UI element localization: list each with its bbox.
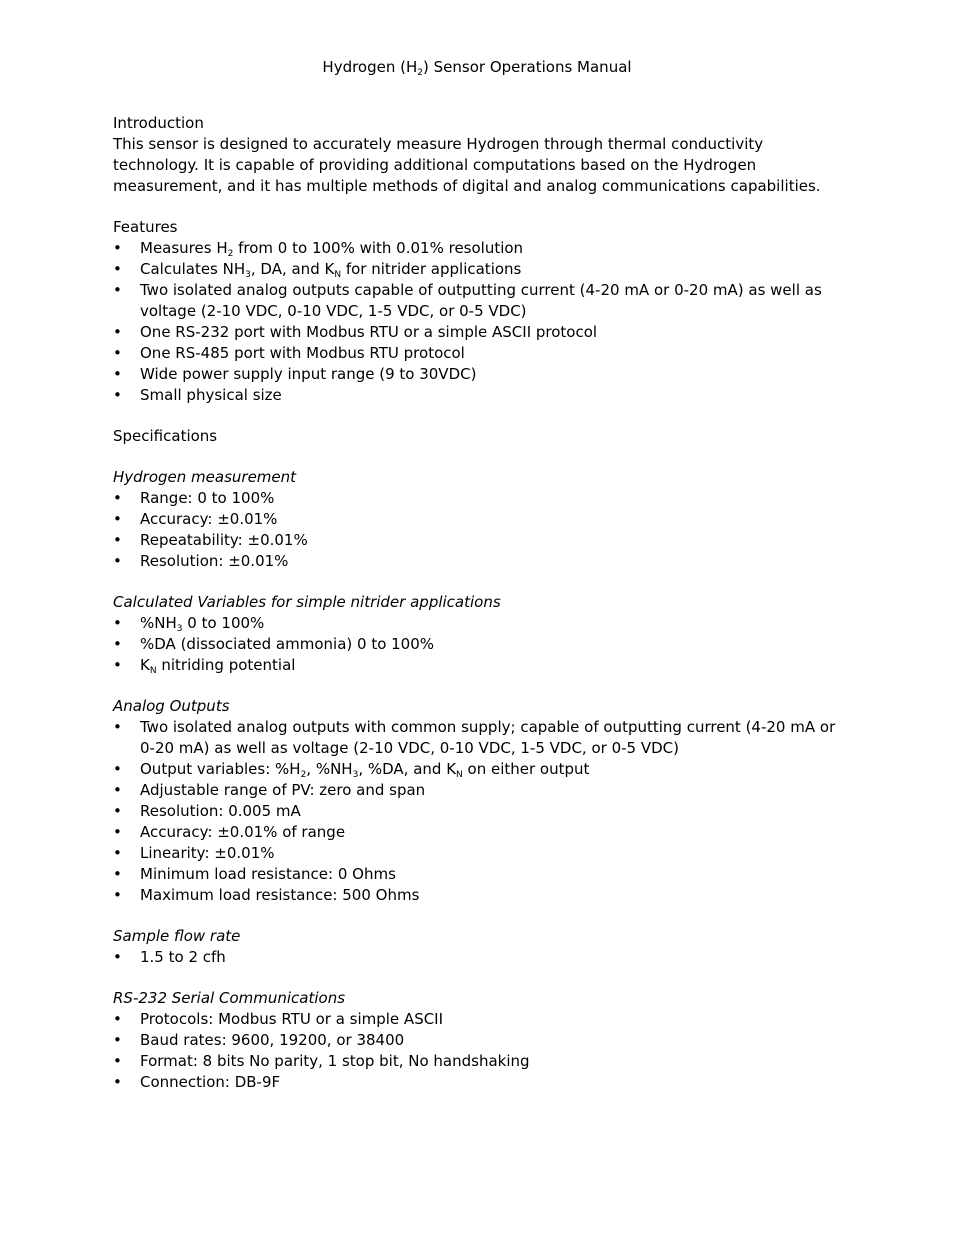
analog-outputs-title: Analog Outputs — [113, 697, 230, 715]
list-item: • Protocols: Modbus RTU or a simple ASCII — [113, 1010, 444, 1028]
list-item: • Output variables: $\%H_2$, $\%NH_3$, %DA, and $K_N$ on either output — [113, 760, 590, 780]
list-item: • Small physical size — [113, 386, 282, 404]
bullet-glyph: • — [113, 760, 122, 778]
list-item: • $\%NH_3$ 0 to 100% — [113, 614, 265, 634]
bullet-glyph: • — [113, 344, 122, 362]
rs232-list — [113, 1009, 853, 1093]
list-item: • Measures $H_2$ from 0 to 100% with 0.01% resolution — [113, 239, 524, 259]
list-item: • Two isolated analog outputs with common supply; capable of outputting current (4-20 mA or 0-20 mA) as well as voltage (2-10 VDC, 0-10 VDC, 1-5 VDC, or 0-5 VDC) — [113, 718, 836, 757]
list-item: • Repeatability: ±0.01% — [113, 531, 308, 549]
page-header — [0, 57, 954, 77]
list-item: • Connection: DB-9F — [113, 1073, 281, 1091]
bullet-glyph: • — [113, 323, 122, 341]
bullet-glyph: • — [113, 1010, 122, 1028]
bullet-glyph: • — [113, 510, 122, 528]
bullet-glyph: • — [113, 844, 122, 862]
document-body — [113, 113, 853, 1093]
list-item: • Wide power supply input range (9 to 30VDC) — [113, 365, 477, 383]
sample-flow-rate-list — [113, 947, 853, 968]
bullet-glyph: • — [113, 260, 122, 278]
list-item: • Baud rates: 9600, 19200, or 38400 — [113, 1031, 405, 1049]
list-item: • Resolution: ±0.01% — [113, 552, 289, 570]
list-item: • Range: 0 to 100% — [113, 489, 275, 507]
bullet-glyph: • — [113, 656, 122, 674]
list-item: • One RS-485 port with Modbus RTU protocol — [113, 344, 465, 362]
list-item: • One RS-232 port with Modbus RTU or a simple ASCII protocol — [113, 323, 598, 341]
specifications-heading: Specifications — [113, 427, 218, 445]
list-item: • Maximum load resistance: 500 Ohms — [113, 886, 420, 904]
analog-outputs-list — [113, 717, 853, 906]
list-item: • Resolution: 0.005 mA — [113, 802, 301, 820]
list-item: • Minimum load resistance: 0 Ohms — [113, 865, 396, 883]
bullet-glyph: • — [113, 1031, 122, 1049]
hydrogen-measurement-title: Hydrogen measurement — [113, 468, 297, 486]
bullet-glyph: • — [113, 802, 122, 820]
hydrogen-measurement-list — [113, 488, 853, 572]
bullet-glyph: • — [113, 635, 122, 653]
list-item: • %DA (dissociated ammonia) 0 to 100% — [113, 635, 435, 653]
bullet-glyph: • — [113, 781, 122, 799]
rs232-title: RS-232 Serial Communications — [113, 989, 346, 1007]
bullet-glyph: • — [113, 1052, 122, 1070]
list-item: • Linearity: ±0.01% — [113, 844, 275, 862]
sample-flow-rate-title: Sample flow rate — [113, 927, 241, 945]
header-title-sub: 2 — [417, 68, 424, 78]
list-item: • $K_N$ nitriding potential — [113, 656, 296, 676]
bullet-glyph: • — [113, 614, 122, 632]
bullet-glyph: • — [113, 718, 122, 736]
features-heading: Features — [113, 218, 178, 236]
bullet-glyph: • — [113, 281, 122, 299]
introduction-text: This sensor is designed to accurately measure Hydrogen through thermal conductivity technology. It is capable of providing additional computations based on the Hydrogen measurement, and it has multiple methods of digital and analog communications capabilities. — [113, 135, 821, 195]
bullet-glyph: • — [113, 365, 122, 383]
list-item: • Accuracy: ±0.01% — [113, 510, 278, 528]
introduction-heading: Introduction — [113, 114, 204, 132]
bullet-glyph: • — [113, 239, 122, 257]
list-item: • Adjustable range of PV: zero and span — [113, 781, 426, 799]
list-item: • Format: 8 bits No parity, 1 stop bit, No handshaking — [113, 1052, 530, 1070]
calculated-variables-list — [113, 613, 853, 676]
features-list — [113, 238, 853, 406]
bullet-glyph: • — [113, 531, 122, 549]
list-item: • Two isolated analog outputs capable of outputting current (4-20 mA or 0-20 mA) as well as voltage (2-10 VDC, 0-10 VDC, 1-5 VDC, or 0-5 VDC) — [113, 281, 822, 320]
list-item: • 1.5 to 2 cfh — [113, 948, 226, 966]
list-item: • Accuracy: ±0.01% of range — [113, 823, 346, 841]
header-title-post: ) Sensor Operations Manual — [423, 58, 632, 76]
bullet-glyph: • — [113, 886, 122, 904]
bullet-glyph: • — [113, 489, 122, 507]
bullet-glyph: • — [113, 1073, 122, 1091]
list-item: • Calculates $NH_3$, DA, and $K_N$ for nitrider applications — [113, 260, 522, 280]
bullet-glyph: • — [113, 552, 122, 570]
bullet-glyph: • — [113, 386, 122, 404]
calculated-variables-title: Calculated Variables for simple nitrider applications — [113, 593, 501, 611]
bullet-glyph: • — [113, 948, 122, 966]
bullet-glyph: • — [113, 823, 122, 841]
header-title-pre: Hydrogen (H — [322, 58, 418, 76]
bullet-glyph: • — [113, 865, 122, 883]
